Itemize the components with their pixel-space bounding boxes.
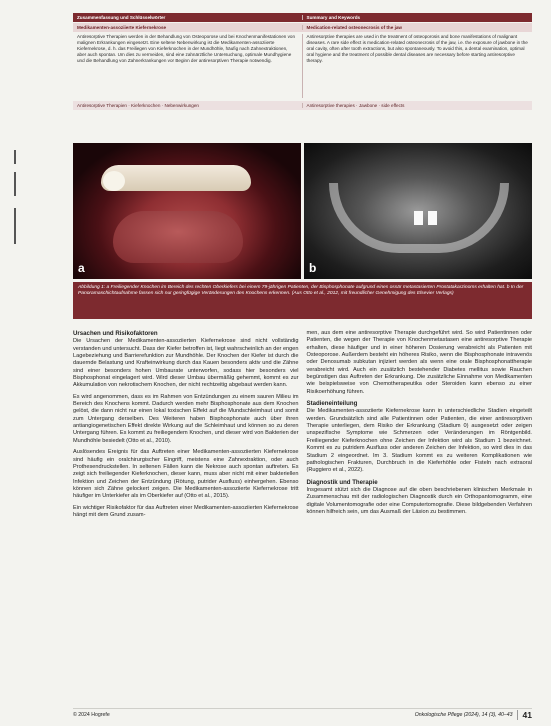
section-heading-staging: Stadieneinteilung (306, 400, 358, 408)
paragraph: Insgesamt stützt sich die Diagnose auf die oben beschriebenen klinischen Merkmale in Zusammenschau mit der radiologischen Diagnostik durch ein Orthopantomogramm, eine digitale Volumentomografie oder eine Computertomografie. Diese bildgebenden Verfahren können hilfreich sein, um das Ausmaß der Läsion zu bestimmen. (306, 486, 532, 515)
margin-marker (14, 208, 16, 244)
summary-text-en: Antiresorptive therapies are used in the treatment of osteoporosis and bone manifestations of malignant diseases. A rare side effect is medication-related osteonecrosis of the jaw, i.e. the exposure of jawbone in the oral cavity, often after tooth extractions, but also spontaneously. To avoid this, a dental examination, optimal oral hygiene and the treatment of possible dental diseases are necessary before starting antiresorptive therapy. (306, 34, 528, 63)
summary-box (73, 13, 532, 110)
summary-header (73, 13, 532, 22)
journal-citation: Onkologische Pflege (2024), 14 (3), 40–43 (414, 711, 513, 718)
keywords-de: Antiresorptive Therapien · Kieferknochen · Nebenwirkungen (73, 103, 303, 109)
section-heading-causes: Ursachen und Risikofaktoren (73, 330, 158, 337)
paragraph: Die Medikamenten-assoziierte Kiefernekrose kann in unterschiedliche Stadien eingeteilt werden. Grundsätzlich sind alle Patientinnen oder Patienten, die einer antiresorptiven Therapie unterliegen, dem Risiko der Erkrankung (Stadium 0) ausgesetzt oder zeigen unspezifische Symptome wie Schmerzen oder Veränderungen im Röntgenbild. Freiliegender Kieferknochen ohne Zeichen der Infektion wird als Stadium 1 bezeichnet. Kommt es zu putridem Ausfluss oder anderen Zeichen der Infektion, so wird dies in das Stadium 2 eingeordnet. Im 3. Stadium kommt es zu weiteren Komplikationen wie pathologischen Frakturen, Durchbruch in die Kieferhöhle oder Fisteln nach extraoral (Ruggiero et al., 2022). (306, 408, 532, 474)
keywords-en: Antiresorptive therapies · Jawbone · side effects (306, 102, 405, 108)
exposed-bone-shape (103, 171, 125, 191)
footer-right (415, 710, 532, 720)
panoramic-xray (304, 143, 532, 279)
section-heading-diagnostics: Diagnostik und Therapie (306, 478, 378, 486)
paragraph: Auslösendes Ereignis für das Auftreten einer Medikamenten-assoziierten Kiefernekrose sind häufig ein oralchirurgischer Eingriff, meistens eine Zahnextraktion, oder auch Prothesendruckstellen. In seltenen Fällen kann die Nekrose auch spontan auftreten. Es zeigt sich freiliegender Kieferknochen, dieser kann, muss aber nicht mit einer bakteriellen Infektion und Zeichen der Entzündung (Rötung, putrider Ausfluss) einhergehen. Ebenso können sich Zähne gelockert zeigen. Die Medikamenten-assoziierte Kiefernekrose tritt häufiger im Unterkiefer als im Oberkiefer auf (Otto et al., 2015). (73, 449, 299, 500)
figure-label-b: b (309, 261, 317, 275)
margin-marker (14, 172, 16, 196)
summary-title-en: Summary and Keywords (306, 14, 361, 20)
tongue-shape (113, 211, 243, 263)
paragraph: Ein wichtiger Risikofaktor für das Auftreten einer Medikamenten-assoziierten Kiefernekrose hängt mit dem Grund zusam- (73, 504, 299, 518)
figure-caption: Abbildung 1: a Freiliegender Knochen im Bereich des rechten Oberkiefers bei einem 79-jährigen Patienten, der Bisphosphonate aufgrund eines ossär metastasierten Prostatakarzinoms erhalten hat. b In der Panoramaschichtaufnahme fassen sich nur geringfügige Veränderungen des Knochens erkennen. (Aus Otto et al., 2012, mit freundlicher Genehmigung des Elsevier Verlags) (73, 282, 532, 319)
paragraph: men, aus dem eine antiresorptive Therapie durchgeführt wird. So wird Patientinnen oder Patienten, die wegen der Therapie von Knochenmetastasen eine antiresorptive Therapie erhalten, diese häufiger und in einer höheren Dosierung verabreicht als Patienten mit Osteoporose. Außerdem besteht ein höheres Risiko, wenn die Bisphosphonate intravenös oder Denosumab subkutan injiziert werden als wenn eine orale Bisphosphonattherapie verabreicht wird. Auch ein zusätzlich bestehender Diabetes mellitus sowie Rauchen begünstigen das Auftreten der Erkrankung. Die zusätzliche Einnahme von Medikamenten wie beispielsweise von Chemotherapeutika oder Steroiden kann ebenso zu einer Risikoerhöhung führen. (306, 330, 532, 395)
summary-title-de: Zusammenfassung und Schlüsselwörter (73, 15, 303, 21)
summary-subheader (73, 23, 532, 32)
right-column (307, 330, 533, 700)
page-footer (73, 708, 532, 720)
summary-text-de: Antiresorptive Therapien werden in der Behandlung von Osteoporose und bei Knochenmanifestationen von malignen Erkrankungen eingesetzt. Eine seltene Nebenwirkung ist die Medikamenten-assoziierte Kiefernekrose, d. h. das Freiliegen von Kieferknochen in der Mundhöhle, häufig nach Zahnextraktionen, aber auch spontan. Um dies zu vermeiden, sind eine zahnärztliche Untersuchung, optimale Mundhygiene und die Behandlung von Zahnerkrankungen vor Beginn der antiresorptiven Therapie notwendig. (73, 34, 303, 98)
paragraph: Es wird angenommen, dass es im Rahmen von Entzündungen zu einem sauren Milieu im Bereich des Knochens kommt. Dadurch werden mehr Bisphosphonate aus dem Knochen gelöst, die dann nicht nur einen lokal toxischen Effekt auf die Mundschleimhaut und somit zum Untergang derselben. Des Weiteren haben Bisphosphonate auch über ihren antiangiogenetischen Effekt direkte Wirkung auf die Schleimhaut und können so zu deren Untergang führen. Es kommt zu freiliegendem Knochen, und dieser wird von Bakterien der Mundhöhle besiedelt (Otto et al., 2010). (73, 393, 299, 444)
summary-subtitle-en: Medication-related osteonecrosis of the jaw (306, 24, 402, 30)
figure-1 (73, 143, 532, 279)
summary-body (73, 34, 532, 98)
clinical-photo (73, 143, 301, 279)
page-number: 41 (517, 710, 532, 720)
summary-subtitle-de: Medikamenten-assoziierte Kiefernekrose (73, 25, 303, 31)
paragraph: Die Ursachen der Medikamenten-assoziierten Kiefernekrose sind nicht vollständig verstanden und untersucht. Dass der Kiefer betroffen ist, liegt wahrscheinlich an der engen Lagebeziehung und Barrierefunktion zur Mundhöhle. Der Knochen der Kiefer ist durch die dauernde Belastung und Krafteinwirkung durch das Kauen besonders aktiv und die Zähne sind einer besonders hohen Umbaurate unterworfen, sodass hier besonders viel Bisphosphonat eingelagert wird. Wird dieser Umbau übermäßig gehemmt, kommt es zur Akkumulation von nekrotischem Knochen, der nicht rechtzeitig abgebaut werden kann. (73, 338, 299, 389)
article-body (73, 330, 532, 700)
copyright: © 2024 Hogrefe (73, 711, 110, 718)
left-column (73, 330, 299, 700)
implant-shape (428, 211, 437, 225)
margin-marker (14, 150, 16, 164)
implant-shape (414, 211, 423, 225)
figure-label-a: a (78, 261, 85, 275)
summary-keywords (73, 101, 532, 110)
